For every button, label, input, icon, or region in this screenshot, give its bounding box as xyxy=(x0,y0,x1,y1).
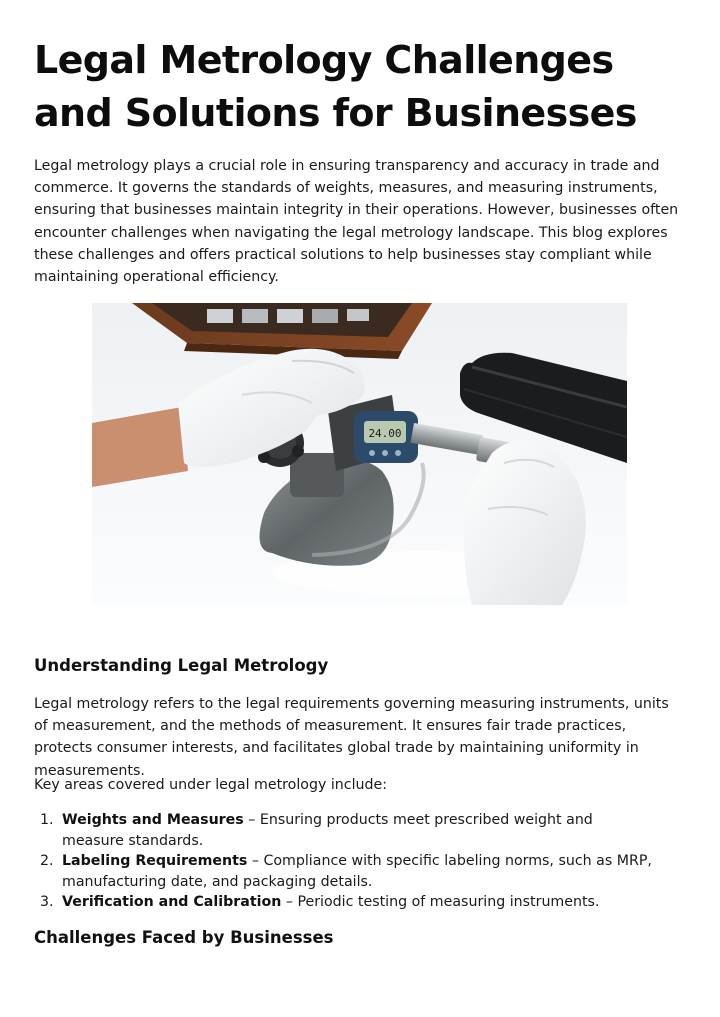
list-item-term: Weights and Measures xyxy=(62,812,244,828)
micrometer-photo xyxy=(92,303,627,605)
list-item-description: – Ensuring products meet prescribed weight and measure standards. xyxy=(62,812,593,849)
intro-paragraph: Legal metrology plays a crucial role in ensuring transparency and accuracy in trade and commerce. It governs the standards of weights, measures, and measuring instruments, ensuring that businesses maintain integrity in their operations. However, businesses often encounter challenges when navigating the legal metrology landscape. This blog explores these challenges and offers practical solutions to help businesses stay compliant while maintaining operational efficiency. xyxy=(34,158,679,286)
list-item-number: 3. xyxy=(40,894,54,910)
list-item xyxy=(34,851,654,892)
page-title: Legal Metrology Challenges and Solutions for Businesses xyxy=(34,38,637,135)
list-item xyxy=(34,892,654,913)
list-item xyxy=(34,810,654,851)
section-paragraph: Legal metrology refers to the legal requirements governing measuring instruments, units of measurement, and the methods of measurement. It ensures fair trade practices, protects consumer interests, and facilitates global trade by maintaining uniformity in measurements. xyxy=(34,696,669,779)
list-item-description: – Periodic testing of measuring instruments. xyxy=(281,894,600,910)
list-item-description: – Compliance with specific labeling norms, such as MRP, manufacturing date, and packaging details. xyxy=(62,853,652,890)
list-intro: Key areas covered under legal metrology include: xyxy=(34,777,388,793)
list-item-number: 2. xyxy=(40,853,54,869)
section-heading-understanding: Understanding Legal Metrology xyxy=(34,656,329,675)
list-item-number: 1. xyxy=(40,812,54,828)
micrometer-display-reading: 24.00 xyxy=(368,427,402,440)
section-heading-challenges: Challenges Faced by Businesses xyxy=(34,928,334,947)
list-item-term: Labeling Requirements xyxy=(62,853,248,869)
list-item-term: Verification and Calibration xyxy=(62,894,282,910)
key-areas-list xyxy=(34,810,654,913)
